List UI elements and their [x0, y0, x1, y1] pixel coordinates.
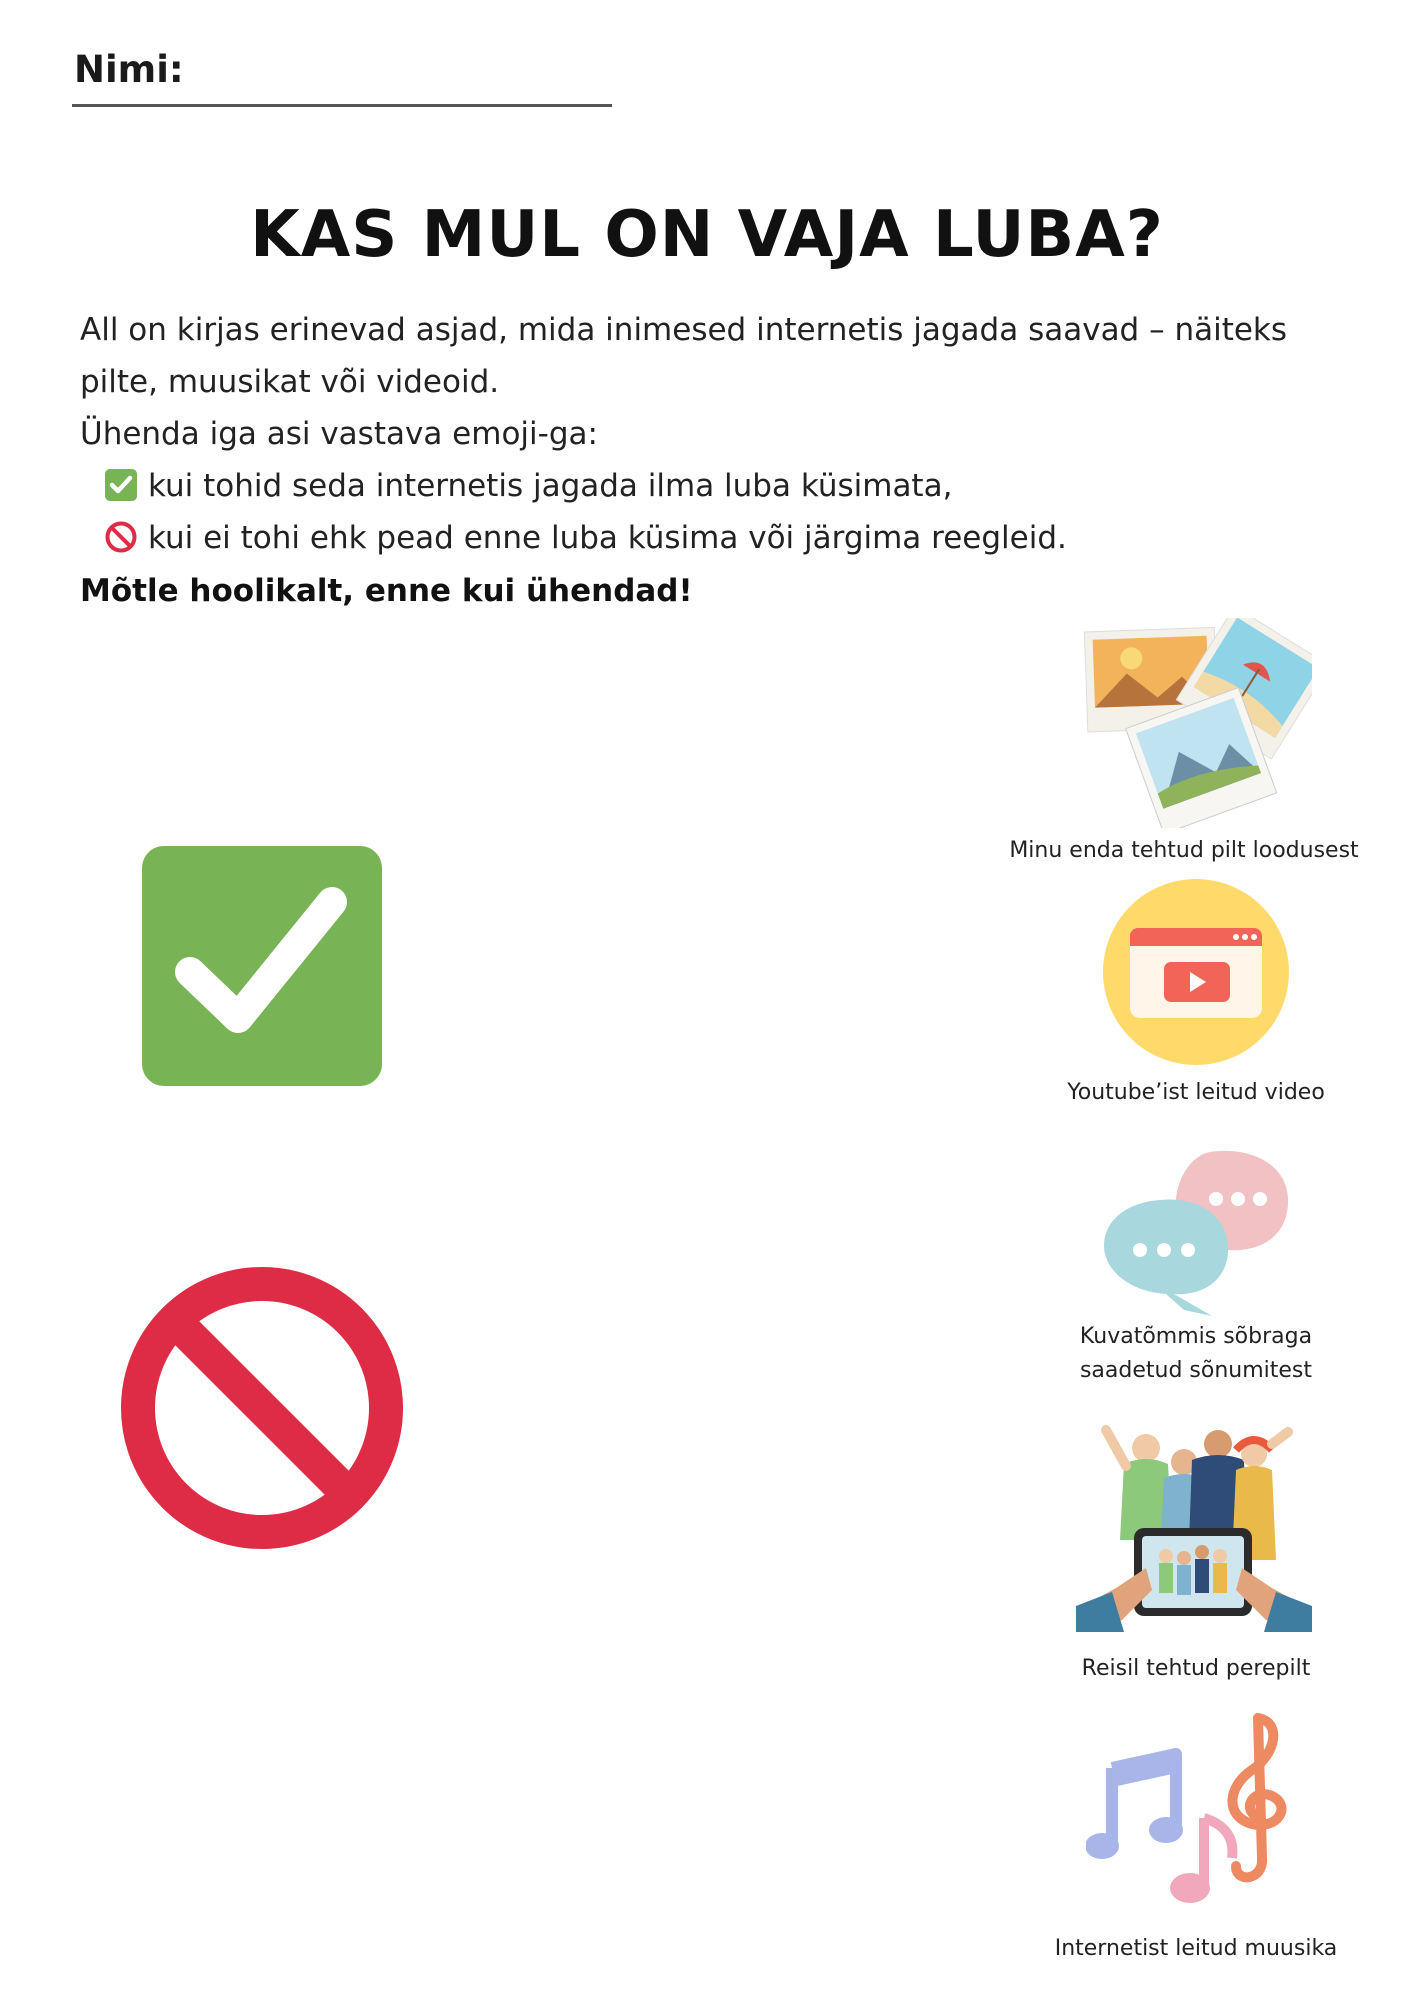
forbidden-target-ban-icon[interactable] [120, 1266, 404, 1550]
intro-line-1: All on kirjas erinevad asjad, mida inimesed internetis jagada saavad – näiteks [80, 312, 1288, 348]
rule-forbidden [104, 518, 1067, 558]
rule-allowed [104, 466, 952, 506]
rule-allowed-text: kui tohid seda internetis jagada ilma luba küsimata, [148, 468, 953, 504]
rule-forbidden-text: kui ei tohi ehk pead enne luba küsima või järgima reegleid. [148, 520, 1067, 556]
nature-photos-icon[interactable] [1082, 618, 1312, 828]
item-caption-music: Internetist leitud muusika [1054, 1936, 1338, 1961]
item-caption-nature-photo: Minu enda tehtud pilt loodusest [1009, 838, 1359, 863]
music-notes-icon[interactable] [1086, 1708, 1300, 1912]
item-caption-family-photo: Reisil tehtud perepilt [1081, 1656, 1311, 1681]
check-mark-icon [104, 468, 138, 502]
prohibited-icon [104, 520, 138, 554]
item-caption-screenshot-messages [986, 1320, 1406, 1388]
intro-line-2: pilte, muusikat või videoid. [80, 364, 500, 400]
family-photo-icon[interactable] [1076, 1420, 1312, 1632]
bold-note: Mõtle hoolikalt, enne kui ühendad! [80, 573, 693, 609]
allowed-target-check-icon[interactable] [142, 846, 382, 1086]
intro-line-3: Ühenda iga asi vastava emoji-ga: [80, 416, 598, 452]
name-input-line[interactable] [72, 104, 612, 107]
name-label: Nimi: [74, 48, 184, 91]
item-caption-youtube-video: Youtube’ist leitud video [1067, 1080, 1325, 1105]
caption-line-1: Kuvatõmmis sõbraga [1079, 1324, 1313, 1349]
page-title: KAS MUL ON VAJA LUBA? [250, 198, 1164, 272]
video-player-icon[interactable] [1102, 878, 1290, 1066]
caption-line-2: saadetud sõnumitest [1079, 1358, 1313, 1383]
chat-bubbles-icon[interactable] [1100, 1144, 1290, 1324]
